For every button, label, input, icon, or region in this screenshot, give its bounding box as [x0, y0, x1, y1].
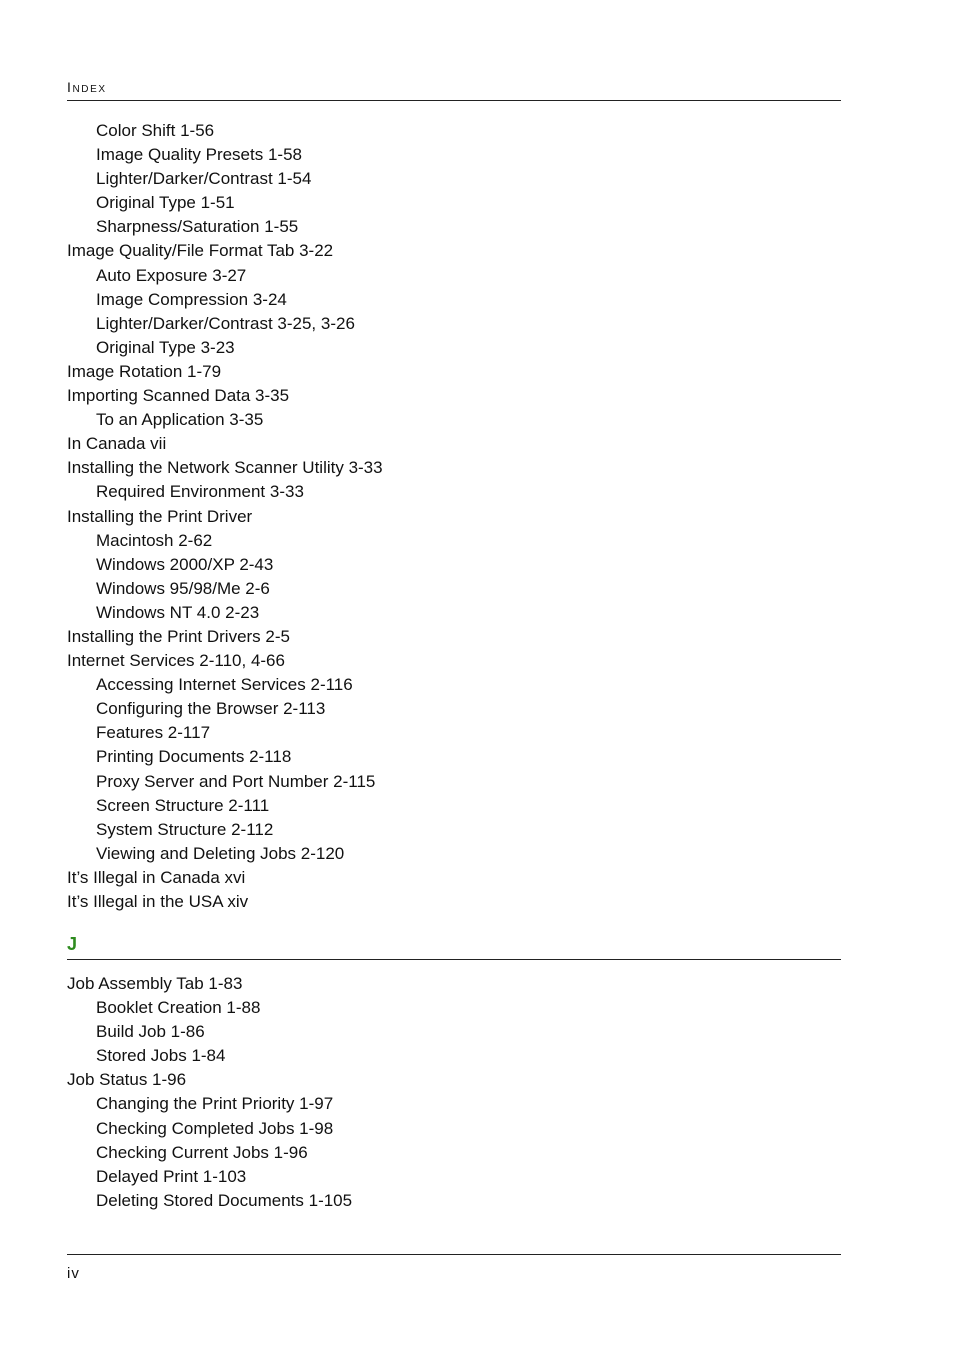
index-entries-continued — [67, 119, 841, 914]
index-subentry: Accessing Internet Services 2-116 — [96, 675, 353, 695]
index-subentry: Printing Documents 2-118 — [96, 747, 292, 767]
running-header-title: Index — [67, 79, 107, 95]
index-entry: Image Quality/File Format Tab 3-22 — [67, 241, 334, 261]
index-subentry: System Structure 2-112 — [96, 819, 274, 839]
index-subentry: Auto Exposure 3-27 — [96, 265, 247, 285]
index-subentry: Screen Structure 2-111 — [96, 795, 270, 815]
index-subentry: Image Quality Presets 1-58 — [96, 145, 302, 165]
index-entry: Installing the Print Drivers 2-5 — [67, 626, 290, 646]
index-entry: Job Status 1-96 — [67, 1070, 187, 1090]
index-subentry: Viewing and Deleting Jobs 2-120 — [96, 843, 345, 863]
index-entry: Job Assembly Tab 1-83 — [67, 974, 243, 993]
index-subentry: Checking Completed Jobs 1-98 — [96, 1118, 334, 1138]
index-subentry: Lighter/Darker/Contrast 3-25, 3-26 — [96, 313, 355, 333]
index-subentry: Image Compression 3-24 — [96, 289, 287, 309]
index-subentry: Delayed Print 1-103 — [96, 1166, 247, 1186]
index-subentry: Macintosh 2-62 — [96, 530, 213, 550]
footer-divider — [67, 1254, 841, 1255]
index-entry: It’s Illegal in the USA xiv — [67, 892, 249, 911]
index-subentry: Checking Current Jobs 1-96 — [96, 1142, 308, 1162]
index-subentry: To an Application 3-35 — [96, 410, 264, 430]
index-subentry: Windows 2000/XP 2-43 — [96, 554, 274, 574]
index-subentry: Required Environment 3-33 — [96, 482, 304, 502]
index-entries-j — [67, 972, 841, 1213]
index-entry: Installing the Print Driver — [67, 506, 253, 526]
index-subentry: Original Type 3-23 — [96, 337, 235, 357]
index-subentry: Build Job 1-86 — [96, 1022, 205, 1042]
index-subentry: Lighter/Darker/Contrast 1-54 — [96, 169, 312, 189]
index-subentry: Deleting Stored Documents 1-105 — [96, 1190, 353, 1210]
index-entry: Importing Scanned Data 3-35 — [67, 386, 290, 406]
index-subentry: Proxy Server and Port Number 2-115 — [96, 771, 376, 791]
index-subentry: Features 2-117 — [96, 723, 211, 743]
letter-divider-j — [67, 959, 841, 960]
index-subentry: Configuring the Browser 2-113 — [96, 699, 326, 719]
letter-heading-j: J — [67, 934, 78, 954]
index-subentry: Color Shift 1-56 — [96, 121, 215, 140]
index-entry: In Canada vii — [67, 434, 167, 454]
page-number: iv — [67, 1265, 80, 1282]
index-subentry: Booklet Creation 1-88 — [96, 998, 261, 1018]
index-entry: Image Rotation 1-79 — [67, 361, 222, 381]
index-entry: It’s Illegal in Canada xvi — [67, 867, 246, 887]
index-entry: Installing the Network Scanner Utility 3-33 — [67, 458, 383, 478]
header-divider — [67, 100, 841, 101]
index-entry: Internet Services 2-110, 4-66 — [67, 651, 285, 671]
index-subentry: Changing the Print Priority 1-97 — [96, 1094, 334, 1114]
index-subentry: Sharpness/Saturation 1-55 — [96, 217, 299, 237]
index-subentry: Windows 95/98/Me 2-6 — [96, 578, 270, 598]
index-subentry: Stored Jobs 1-84 — [96, 1046, 226, 1066]
index-subentry: Original Type 1-51 — [96, 193, 235, 213]
index-subentry: Windows NT 4.0 2-23 — [96, 602, 260, 622]
